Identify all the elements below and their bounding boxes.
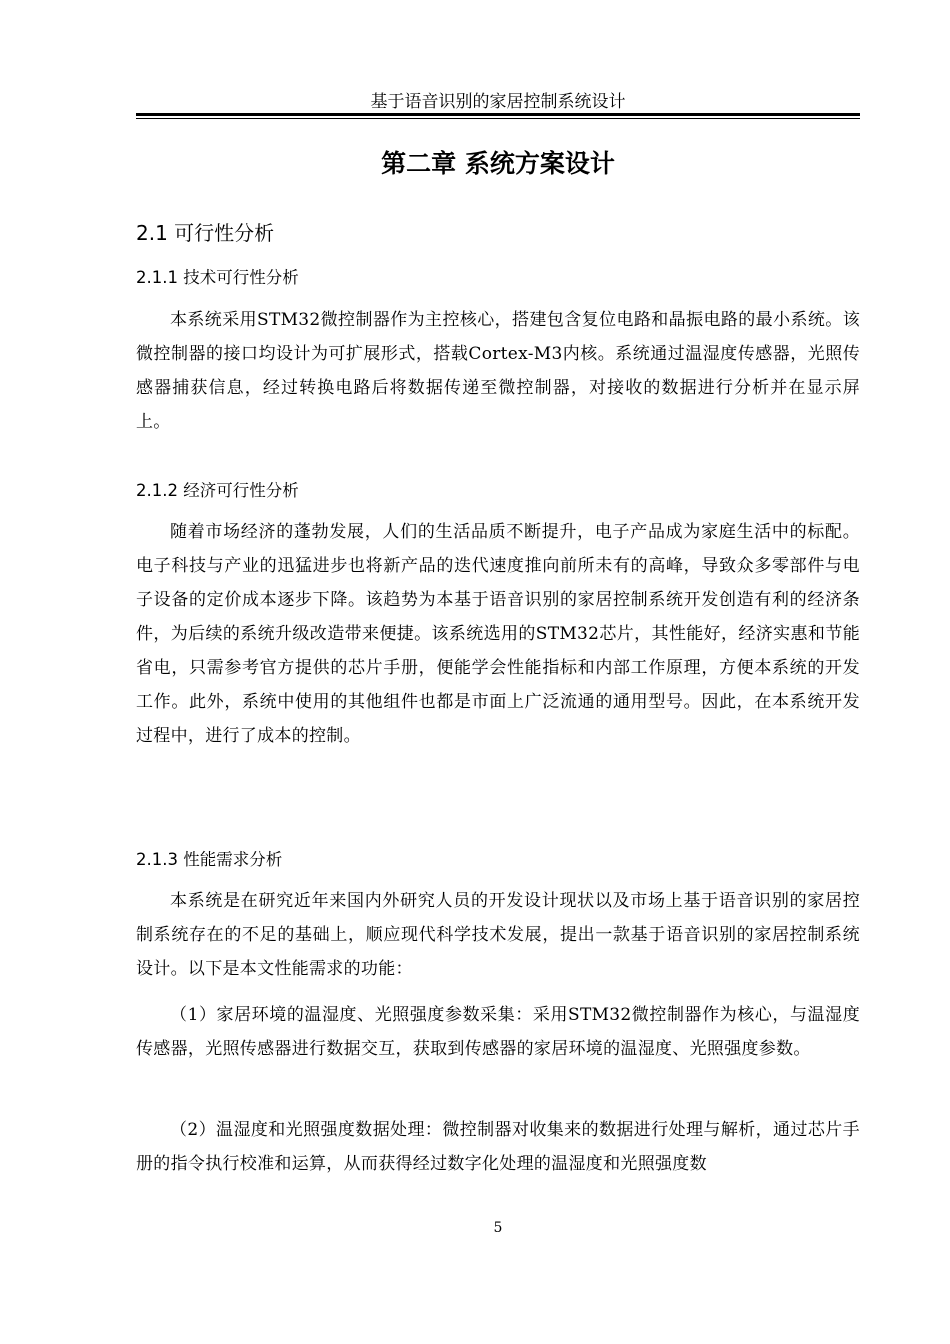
- header-rule-thick: [136, 113, 860, 116]
- list-item-2: （2）温湿度和光照强度数据处理：微控制器对收集来的数据进行处理与解析，通过芯片手册的指令执行校准和运算，从而获得经过数字化处理的温湿度和光照强度数: [136, 1120, 860, 1174]
- header-rule-thin: [136, 118, 860, 119]
- paragraph-economic-feasibility: 随着市场经济的蓬勃发展，人们的生活品质不断提升，电子产品成为家庭生活中的标配。电子科技与产业的迅猛进步也将新产品的迭代速度推向前所未有的高峰，导致众多零部件与电子设备的定价成本逐步下降。该趋势为本基于语音识别的家居控制系统开发创造有利的经济条件，为后续的系统升级改造带来便捷。该系统选用的STM32芯片，其性能好，经济实惠和节能省电，只需参考官方提供的芯片手册，便能学会性能指标和内部工作原理，方便本系统的开发工作。此外，系统中使用的其他组件也都是市面上广泛流通的通用型号。因此，在本系统开发过程中，进行了成本的控制。: [136, 522, 860, 746]
- section-heading-2-1-2: 2.1.2 经济可行性分析: [136, 481, 299, 500]
- running-header: 基于语音识别的家居控制系统设计: [370, 92, 626, 112]
- page-number: 5: [493, 1220, 503, 1236]
- chapter-title: 第二章 系统方案设计: [381, 149, 615, 178]
- list-item-1: （1）家居环境的温湿度、光照强度参数采集：采用STM32微控制器作为核心，与温湿度传感器，光照传感器进行数据交互，获取到传感器的家居环境的温湿度、光照强度参数。: [136, 1005, 860, 1059]
- section-heading-2-1: 2.1 可行性分析: [136, 221, 275, 245]
- paragraph-technical-feasibility: 本系统采用STM32微控制器作为主控核心，搭建包含复位电路和晶振电路的最小系统。该微控制器的接口均设计为可扩展形式，搭载Cortex-M3内核。系统通过温湿度传感器，光照传感器捕获信息，经过转换电路后将数据传递至微控制器，对接收的数据进行分析并在显示屏上。: [136, 310, 860, 432]
- paragraph-performance-intro: 本系统是在研究近年来国内外研究人员的开发设计现状以及市场上基于语音识别的家居控制系统存在的不足的基础上，顺应现代科学技术发展，提出一款基于语音识别的家居控制系统设计。以下是本文性能需求的功能：: [136, 891, 860, 979]
- section-heading-2-1-3: 2.1.3 性能需求分析: [136, 850, 283, 869]
- section-heading-2-1-1: 2.1.1 技术可行性分析: [136, 268, 299, 287]
